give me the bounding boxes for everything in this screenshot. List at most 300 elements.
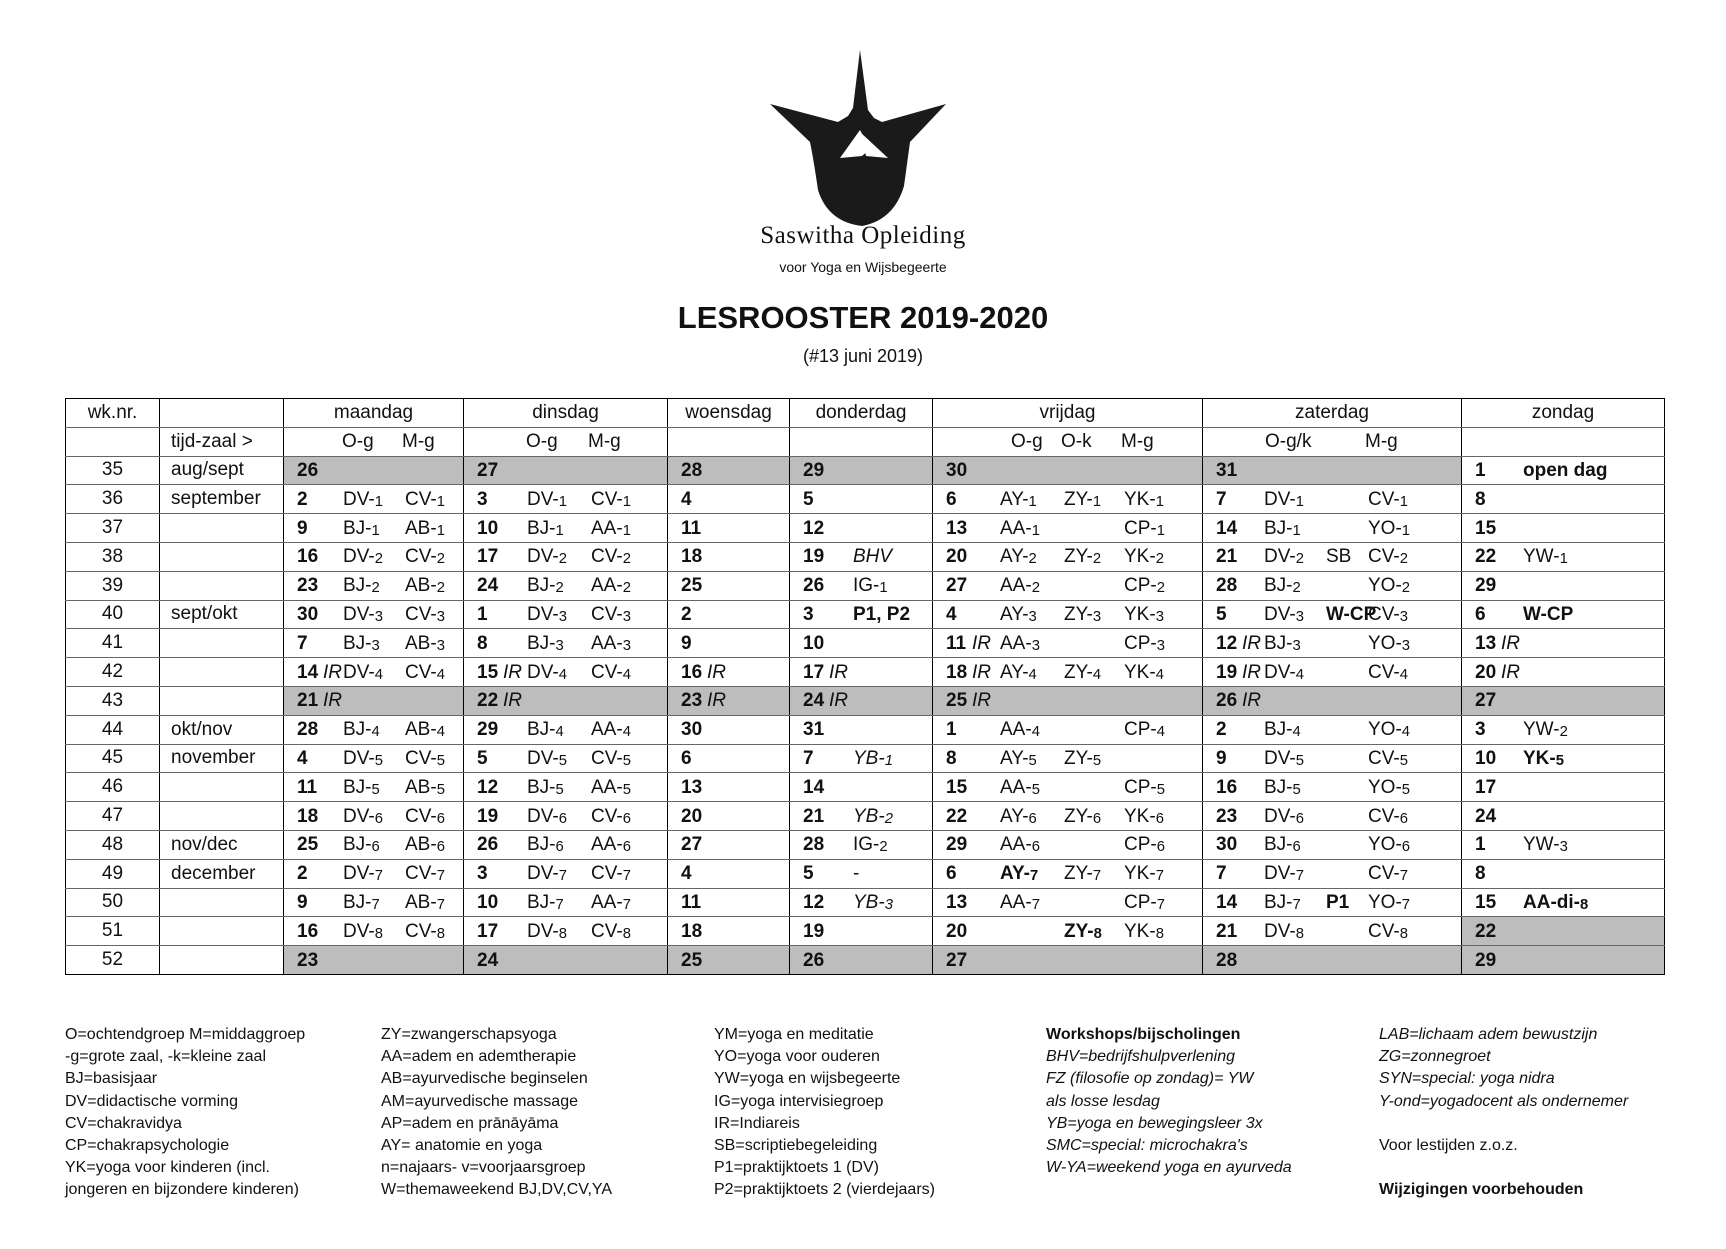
course-code: $AY-_1$ bbox=[1000, 488, 1037, 510]
day-number: 23 bbox=[297, 575, 319, 597]
day-cell-fri bbox=[933, 600, 1203, 629]
header-day: zaterdag bbox=[1203, 399, 1462, 428]
day-number: 8 bbox=[1475, 488, 1486, 510]
day-cell-tue bbox=[464, 629, 668, 658]
day-cell-tue bbox=[464, 514, 668, 543]
day-number: 1 bbox=[477, 603, 488, 625]
subheader-wed bbox=[668, 427, 790, 456]
schedule-row bbox=[66, 946, 1665, 975]
legend-entry: CV=chakravidya bbox=[65, 1114, 182, 1132]
day-cell-mon bbox=[284, 946, 464, 975]
day-number: 27 bbox=[946, 949, 968, 971]
day-number: 24 bbox=[1475, 805, 1497, 827]
course-code: $CV-_8$ bbox=[405, 920, 445, 942]
course-code: $AY-_2$ bbox=[1000, 546, 1037, 568]
day-cell-tue bbox=[464, 686, 668, 715]
day-cell-mon bbox=[284, 917, 464, 946]
day-cell-sun bbox=[1462, 888, 1665, 917]
course-code: $BJ-_2$ bbox=[1264, 575, 1301, 597]
day-number: 30 bbox=[297, 603, 319, 625]
indiareis-marker: IR bbox=[972, 661, 991, 683]
day-number: 22 bbox=[477, 690, 499, 712]
day-number: 9 bbox=[681, 632, 692, 654]
day-cell-fri bbox=[933, 888, 1203, 917]
course-code: $CV-_4$ bbox=[1368, 661, 1408, 683]
day-number: 30 bbox=[1216, 834, 1238, 856]
day-number: 16 bbox=[297, 920, 319, 942]
day-number: 29 bbox=[1475, 575, 1497, 597]
legend-entry: YK=yoga voor kinderen (incl. bbox=[65, 1159, 270, 1177]
day-cell-thu bbox=[790, 571, 933, 600]
month-label bbox=[160, 514, 284, 543]
day-number: 11 bbox=[297, 776, 318, 798]
course-code: P1 bbox=[1326, 891, 1350, 913]
month-label bbox=[160, 686, 284, 715]
day-cell-mon bbox=[284, 830, 464, 859]
legend-spacer bbox=[1379, 1113, 1709, 1135]
day-cell-mon bbox=[284, 485, 464, 514]
legend-entry: AY= anatomie en yoga bbox=[381, 1137, 543, 1155]
header-day: maandag bbox=[284, 399, 464, 428]
course-code: $DV-_6$ bbox=[1264, 805, 1304, 827]
day-number: 25 bbox=[297, 834, 319, 856]
course-code: open dag bbox=[1523, 459, 1608, 481]
day-cell-fri bbox=[933, 744, 1203, 773]
course-code: $CV-_1$ bbox=[1368, 488, 1408, 510]
course-code: $AA-_2$ bbox=[1000, 575, 1040, 597]
month-label bbox=[160, 917, 284, 946]
day-number: 6 bbox=[1475, 603, 1486, 625]
day-number: 27 bbox=[946, 575, 968, 597]
legend-column-2 bbox=[381, 1024, 711, 1202]
course-code: $BJ-_2$ bbox=[527, 575, 564, 597]
course-code: $CV-_7$ bbox=[591, 863, 631, 885]
day-cell-sat bbox=[1203, 571, 1462, 600]
day-cell-wed bbox=[668, 456, 790, 485]
month-label: nov/dec bbox=[160, 830, 284, 859]
day-number: 26 bbox=[477, 834, 499, 856]
day-cell-sat bbox=[1203, 888, 1462, 917]
day-cell-mon bbox=[284, 600, 464, 629]
indiareis-marker: IR bbox=[829, 690, 848, 712]
month-label bbox=[160, 542, 284, 571]
day-cell-sun bbox=[1462, 917, 1665, 946]
day-number: 15 bbox=[1475, 517, 1497, 539]
page-title: LESROOSTER 2019-2020 bbox=[677, 300, 1049, 335]
subheader-tijd-zaal bbox=[160, 427, 284, 456]
day-cell-wed bbox=[668, 830, 790, 859]
legend-entry: ZY=zwangerschapsyoga bbox=[381, 1026, 557, 1043]
course-code: $AA-_3$ bbox=[1000, 632, 1040, 654]
day-number: 4 bbox=[946, 603, 957, 625]
week-number: 48 bbox=[66, 830, 160, 859]
day-number: 29 bbox=[477, 719, 499, 741]
course-code: $ZY-_3$ bbox=[1064, 603, 1102, 625]
day-number: 12 bbox=[1216, 632, 1238, 654]
week-number: 42 bbox=[66, 658, 160, 687]
day-cell-sun bbox=[1462, 830, 1665, 859]
day-cell-sun bbox=[1462, 456, 1665, 485]
day-number: 23 bbox=[1216, 805, 1238, 827]
day-cell-fri bbox=[933, 773, 1203, 802]
day-number: 30 bbox=[946, 459, 968, 481]
day-cell-sat bbox=[1203, 744, 1462, 773]
course-code: W-CP bbox=[1523, 603, 1574, 625]
day-number: 15 bbox=[477, 661, 499, 683]
day-number: 11 bbox=[681, 891, 702, 913]
course-code: $CP-_5$ bbox=[1124, 776, 1165, 798]
header-day: woensdag bbox=[668, 399, 790, 428]
legend-footer: Wijzigingen voorbehouden bbox=[1379, 1181, 1584, 1199]
header-day: vrijdag bbox=[933, 399, 1203, 428]
day-number: 27 bbox=[477, 459, 499, 481]
legend-column-4 bbox=[1046, 1024, 1376, 1179]
course-code: BHV bbox=[853, 546, 893, 568]
course-code: $ZY-_2$ bbox=[1064, 546, 1102, 568]
day-number: 22 bbox=[1475, 920, 1497, 942]
day-cell-fri bbox=[933, 542, 1203, 571]
day-cell-mon bbox=[284, 802, 464, 831]
day-number: 16 bbox=[1216, 776, 1238, 798]
day-cell-sun bbox=[1462, 859, 1665, 888]
day-number: 14 bbox=[297, 661, 319, 683]
course-code: $CV-_6$ bbox=[405, 805, 445, 827]
day-cell-wed bbox=[668, 658, 790, 687]
day-cell-sun bbox=[1462, 571, 1665, 600]
header-day: donderdag bbox=[790, 399, 933, 428]
day-number: 9 bbox=[1216, 747, 1227, 769]
legend-entry: FZ (filosofie op zondag)= YW bbox=[1046, 1070, 1254, 1088]
legend-entry: LAB=lichaam adem bewustzijn bbox=[1379, 1026, 1598, 1043]
day-number: 20 bbox=[946, 920, 968, 942]
day-number: 28 bbox=[297, 719, 319, 741]
day-number: 7 bbox=[803, 747, 814, 769]
course-code: $DV-_1$ bbox=[527, 488, 567, 510]
schedule-row bbox=[66, 686, 1665, 715]
day-number: 13 bbox=[946, 891, 968, 913]
day-number: 12 bbox=[803, 891, 825, 913]
day-number: 25 bbox=[681, 949, 703, 971]
day-cell-sat bbox=[1203, 542, 1462, 571]
legend-note: Voor lestijden z.o.z. bbox=[1379, 1137, 1518, 1154]
legend-entry: YB=yoga en bewegingsleer 3x bbox=[1046, 1114, 1263, 1132]
legend-column-3 bbox=[714, 1024, 1044, 1202]
header-row bbox=[66, 399, 1665, 428]
month-label bbox=[160, 802, 284, 831]
day-cell-mon bbox=[284, 859, 464, 888]
course-code: $YO-_6$ bbox=[1368, 834, 1411, 856]
day-cell-fri bbox=[933, 859, 1203, 888]
subheader-slot: O-g bbox=[342, 431, 374, 453]
course-code: $AA-_4$ bbox=[1000, 719, 1040, 741]
course-code: $DV-_7$ bbox=[527, 863, 567, 885]
course-code: $CV-_2$ bbox=[1368, 546, 1408, 568]
course-code: $YW-_2$ bbox=[1523, 719, 1568, 741]
course-code: $DV-_3$ bbox=[527, 603, 567, 625]
course-code: $BJ-_4$ bbox=[527, 719, 564, 741]
week-number: 38 bbox=[66, 542, 160, 571]
day-cell-thu bbox=[790, 888, 933, 917]
day-cell-fri bbox=[933, 629, 1203, 658]
course-code: $DV-_3$ bbox=[1264, 603, 1304, 625]
course-code: $AB-_3$ bbox=[405, 632, 445, 654]
day-number: 14 bbox=[1216, 517, 1238, 539]
day-cell-fri bbox=[933, 456, 1203, 485]
day-number: 6 bbox=[946, 488, 957, 510]
indiareis-marker: IR bbox=[1242, 690, 1261, 712]
course-code: $CV-_3$ bbox=[405, 603, 445, 625]
day-number: 11 bbox=[946, 632, 967, 654]
day-number: 29 bbox=[946, 834, 968, 856]
day-number: 5 bbox=[477, 747, 488, 769]
day-number: 26 bbox=[297, 459, 319, 481]
month-label: aug/sept bbox=[160, 456, 284, 485]
day-number: 26 bbox=[803, 949, 825, 971]
day-number: 19 bbox=[803, 920, 825, 942]
day-number: 14 bbox=[1216, 891, 1238, 913]
course-code: $ZY-_8$ bbox=[1064, 920, 1102, 942]
day-cell-mon bbox=[284, 888, 464, 917]
day-cell-fri bbox=[933, 917, 1203, 946]
day-number: 7 bbox=[297, 632, 308, 654]
day-cell-tue bbox=[464, 715, 668, 744]
day-cell-tue bbox=[464, 658, 668, 687]
subheader-tijd-zaal-label: tijd-zaal > bbox=[171, 431, 253, 453]
schedule-row bbox=[66, 917, 1665, 946]
week-number: 51 bbox=[66, 917, 160, 946]
month-label bbox=[160, 888, 284, 917]
day-number: 28 bbox=[1216, 575, 1238, 597]
course-code: $CV-_4$ bbox=[405, 661, 445, 683]
day-cell-wed bbox=[668, 629, 790, 658]
legend-column-1 bbox=[65, 1024, 395, 1202]
header-blank bbox=[160, 399, 284, 428]
day-number: 6 bbox=[946, 863, 957, 885]
day-cell-wed bbox=[668, 888, 790, 917]
course-code: $CV-_1$ bbox=[405, 488, 445, 510]
course-code: $ZY-_5$ bbox=[1064, 747, 1102, 769]
course-code: $ZY-_7$ bbox=[1064, 863, 1102, 885]
schedule-row bbox=[66, 744, 1665, 773]
week-number: 47 bbox=[66, 802, 160, 831]
course-code: $BJ-_7$ bbox=[343, 891, 380, 913]
day-number: 16 bbox=[681, 661, 703, 683]
course-code: $YB-_3$ bbox=[853, 891, 893, 913]
course-code: $AY-_5$ bbox=[1000, 747, 1037, 769]
day-number: 8 bbox=[477, 632, 488, 654]
day-number: 17 bbox=[803, 661, 825, 683]
week-number: 49 bbox=[66, 859, 160, 888]
day-cell-thu bbox=[790, 485, 933, 514]
indiareis-marker: IR bbox=[972, 632, 991, 654]
schedule-row bbox=[66, 715, 1665, 744]
course-code: $AA-_7$ bbox=[591, 891, 631, 913]
legend-entry: DV=didactische vorming bbox=[65, 1092, 238, 1110]
day-cell-wed bbox=[668, 571, 790, 600]
course-code: $AY-_7$ bbox=[1000, 863, 1039, 885]
indiareis-marker: IR bbox=[1501, 661, 1520, 683]
legend-entry: SYN=special: yoga nidra bbox=[1379, 1070, 1555, 1088]
day-number: 4 bbox=[297, 747, 308, 769]
course-code: $BJ-_3$ bbox=[527, 632, 564, 654]
day-number: 3 bbox=[477, 863, 488, 885]
course-code: $AB-_1$ bbox=[405, 517, 445, 539]
day-number: 12 bbox=[477, 776, 499, 798]
day-cell-fri bbox=[933, 715, 1203, 744]
course-code: $CV-_6$ bbox=[1368, 805, 1408, 827]
month-label: sept/okt bbox=[160, 600, 284, 629]
subheader-thu bbox=[790, 427, 933, 456]
legend-entry: -g=grote zaal, -k=kleine zaal bbox=[65, 1048, 266, 1066]
version-date: (#13 juni 2019) bbox=[802, 346, 924, 366]
day-cell-wed bbox=[668, 514, 790, 543]
legend bbox=[65, 1024, 1685, 1214]
legend-entry: P2=praktijktoets 2 (vierdejaars) bbox=[714, 1181, 935, 1199]
course-code: $CP-_7$ bbox=[1124, 891, 1165, 913]
legend-entry: YM=yoga en meditatie bbox=[714, 1026, 874, 1043]
course-code: $DV-_7$ bbox=[343, 863, 383, 885]
indiareis-marker: IR bbox=[1242, 632, 1261, 654]
course-code: $DV-_4$ bbox=[527, 661, 567, 683]
course-code: $AB-_2$ bbox=[405, 575, 445, 597]
month-label: december bbox=[160, 859, 284, 888]
course-code: $DV-_1$ bbox=[343, 488, 383, 510]
day-cell-fri bbox=[933, 802, 1203, 831]
header-day: zondag bbox=[1462, 399, 1665, 428]
schedule-table bbox=[65, 398, 1665, 975]
subheader-blank bbox=[66, 427, 160, 456]
day-cell-fri bbox=[933, 686, 1203, 715]
course-code: $CV-_5$ bbox=[405, 747, 445, 769]
day-number: 5 bbox=[803, 488, 814, 510]
day-cell-thu bbox=[790, 802, 933, 831]
day-cell-fri bbox=[933, 830, 1203, 859]
day-number: 17 bbox=[1475, 776, 1497, 798]
legend-entry: Y-ond=yogadocent als ondernemer bbox=[1379, 1092, 1629, 1110]
course-code: $BJ-_1$ bbox=[527, 517, 564, 539]
subheader-sat bbox=[1203, 427, 1462, 456]
day-cell-sun bbox=[1462, 686, 1665, 715]
day-cell-thu bbox=[790, 514, 933, 543]
day-number: 3 bbox=[477, 488, 488, 510]
day-cell-thu bbox=[790, 946, 933, 975]
course-code: $AA-_4$ bbox=[591, 719, 631, 741]
day-number: 31 bbox=[803, 719, 825, 741]
day-cell-tue bbox=[464, 542, 668, 571]
day-cell-mon bbox=[284, 658, 464, 687]
day-cell-sat bbox=[1203, 773, 1462, 802]
day-number: 27 bbox=[1475, 690, 1497, 712]
day-number: 23 bbox=[681, 690, 703, 712]
day-number: 8 bbox=[1475, 863, 1486, 885]
schedule-row bbox=[66, 773, 1665, 802]
month-label: november bbox=[160, 744, 284, 773]
day-cell-wed bbox=[668, 859, 790, 888]
week-number: 35 bbox=[66, 456, 160, 485]
course-code: $YO-_1$ bbox=[1368, 517, 1411, 539]
day-number: 24 bbox=[803, 690, 825, 712]
day-number: 10 bbox=[803, 632, 825, 654]
day-cell-thu bbox=[790, 917, 933, 946]
day-cell-wed bbox=[668, 542, 790, 571]
course-code: $BJ-_7$ bbox=[527, 891, 564, 913]
day-cell-mon bbox=[284, 514, 464, 543]
course-code: $ZY-_1$ bbox=[1064, 488, 1102, 510]
course-code: $DV-_5$ bbox=[527, 747, 567, 769]
course-code: $CV-_8$ bbox=[1368, 920, 1408, 942]
course-code: $YO-_5$ bbox=[1368, 776, 1411, 798]
month-label bbox=[160, 658, 284, 687]
course-code: $CV-_7$ bbox=[1368, 863, 1408, 885]
course-code: $BJ-_3$ bbox=[343, 632, 380, 654]
day-number: 30 bbox=[681, 719, 703, 741]
course-code: $CP-_4$ bbox=[1124, 719, 1165, 741]
day-number: 4 bbox=[681, 488, 692, 510]
schedule-row bbox=[66, 514, 1665, 543]
day-number: 18 bbox=[946, 661, 968, 683]
day-number: 2 bbox=[1216, 719, 1227, 741]
day-cell-thu bbox=[790, 456, 933, 485]
course-code: $DV-_6$ bbox=[527, 805, 567, 827]
course-code: $BJ-_6$ bbox=[343, 834, 380, 856]
week-number: 37 bbox=[66, 514, 160, 543]
legend-entry: SMC=special: microchakra's bbox=[1046, 1137, 1248, 1155]
course-code: $CP-_1$ bbox=[1124, 517, 1165, 539]
day-cell-sun bbox=[1462, 514, 1665, 543]
week-number: 39 bbox=[66, 571, 160, 600]
course-code: $AB-_7$ bbox=[405, 891, 445, 913]
course-code: $DV-_7$ bbox=[1264, 863, 1304, 885]
day-number: 13 bbox=[946, 517, 968, 539]
course-code: $AB-_5$ bbox=[405, 776, 445, 798]
schedule-row bbox=[66, 629, 1665, 658]
course-code: $AB-_4$ bbox=[405, 719, 445, 741]
course-code: $DV-_2$ bbox=[1264, 546, 1304, 568]
day-number: 24 bbox=[477, 949, 499, 971]
course-code: SB bbox=[1326, 546, 1352, 568]
course-code: $DV-_5$ bbox=[1264, 747, 1304, 769]
day-cell-tue bbox=[464, 571, 668, 600]
month-label: okt/nov bbox=[160, 715, 284, 744]
schedule-row bbox=[66, 571, 1665, 600]
week-number: 46 bbox=[66, 773, 160, 802]
indiareis-marker: IR bbox=[323, 690, 342, 712]
course-code: $YB-_2$ bbox=[853, 805, 893, 827]
course-code: $AY-_4$ bbox=[1000, 661, 1037, 683]
month-label bbox=[160, 571, 284, 600]
course-code: $YK-_2$ bbox=[1124, 546, 1164, 568]
course-code: $DV-_5$ bbox=[343, 747, 383, 769]
legend-entry: YW=yoga en wijsbegeerte bbox=[714, 1070, 901, 1088]
schedule-row bbox=[66, 802, 1665, 831]
course-code: $AA-_5$ bbox=[591, 776, 631, 798]
day-number: 11 bbox=[681, 517, 702, 539]
day-cell-wed bbox=[668, 686, 790, 715]
day-number: 20 bbox=[681, 805, 703, 827]
day-cell-wed bbox=[668, 715, 790, 744]
day-cell-tue bbox=[464, 485, 668, 514]
day-number: 29 bbox=[803, 459, 825, 481]
day-cell-tue bbox=[464, 744, 668, 773]
course-code: $CP-_2$ bbox=[1124, 575, 1165, 597]
day-cell-thu bbox=[790, 542, 933, 571]
day-number: 18 bbox=[297, 805, 319, 827]
day-number: 28 bbox=[1216, 949, 1238, 971]
indiareis-marker: IR bbox=[707, 661, 726, 683]
course-code: $CV-_5$ bbox=[1368, 747, 1408, 769]
day-cell-tue bbox=[464, 888, 668, 917]
week-number: 36 bbox=[66, 485, 160, 514]
